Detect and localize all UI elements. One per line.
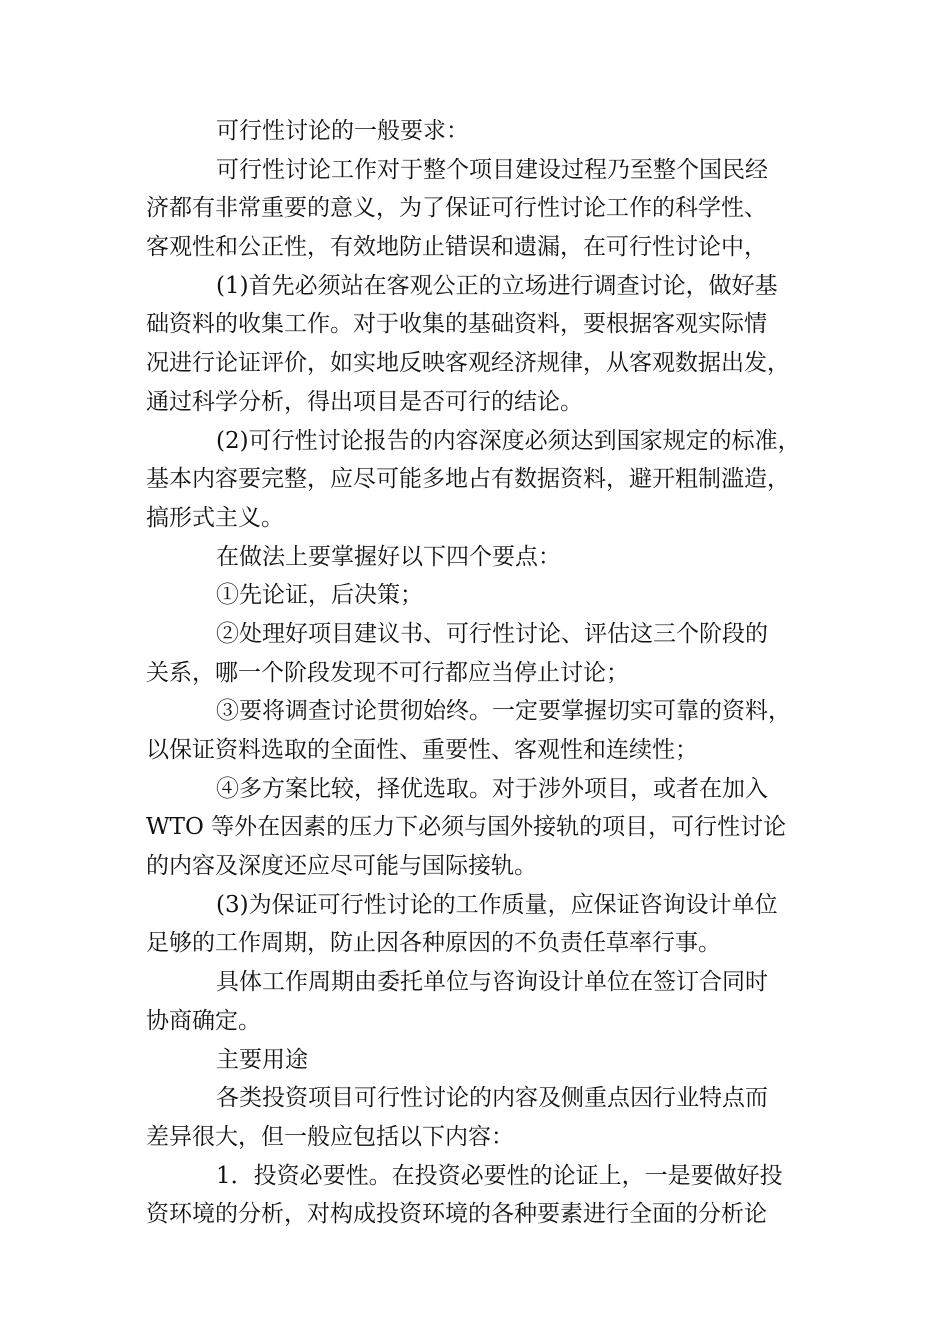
paragraph-line: 济都有非常重要的意义，为了保证可行性讨论工作的科学性、 <box>146 195 767 222</box>
paragraph-line: 以保证资料选取的全面性、重要性、客观性和连续性； <box>146 737 698 763</box>
paragraph-first-line: ③要将调查讨论贯彻始终。一定要掌握切实可靠的资料， <box>216 698 791 725</box>
paragraph-first-line: (3)为保证可行性讨论的工作质量，应保证咨询设计单位 <box>216 891 778 918</box>
document-body <box>146 112 806 1234</box>
paragraph-first-line: 主要用途 <box>216 1046 308 1073</box>
paragraph-first-line: 可行性讨论工作对于整个项目建设过程乃至整个国民经 <box>216 156 768 183</box>
paragraph-line: 资环境的分析，对构成投资环境的各种要素进行全面的分析论 <box>146 1201 767 1228</box>
paragraph-line: 基本内容要完整，应尽可能多地占有数据资料，避开粗制滥造， <box>146 466 790 493</box>
paragraph-first-line: 可行性讨论的一般要求： <box>216 118 469 144</box>
paragraph-line: 差异很大，但一般应包括以下内容： <box>146 1123 514 1150</box>
paragraph-first-line: 在做法上要掌握好以下四个要点： <box>216 543 561 570</box>
paragraph-line: 足够的工作周期，防止因各种原因的不负责任草率行事。 <box>146 930 721 957</box>
paragraph-line: 协商确定。 <box>146 1007 261 1034</box>
paragraph-line: 况进行论证评价，如实地反映客观经济规律，从客观数据出发， <box>146 350 790 377</box>
paragraph-line: 的内容及深度还应尽可能与国际接轨。 <box>146 853 537 880</box>
paragraph-line: 搞形式主义。 <box>146 504 284 531</box>
paragraph-line: 关系，哪一个阶段发现不可行都应当停止讨论； <box>146 659 629 686</box>
paragraph-first-line: 具体工作周期由委托单位与咨询设计单位在签订合同时 <box>216 969 768 996</box>
paragraph-line: 客观性和公正性，有效地防止错误和遗漏，在可行性讨论中， <box>146 234 767 261</box>
paragraph-first-line: ④多方案比较，择优选取。对于涉外项目，或者在加入 <box>216 775 768 802</box>
paragraph-line: WTO 等外在因素的压力下必须与国外接轨的项目，可行性讨论 <box>146 814 787 841</box>
paragraph-first-line: (1)首先必须站在客观公正的立场进行调查讨论，做好基 <box>216 272 778 299</box>
paragraph-first-line: ①先论证，后决策； <box>216 582 423 609</box>
paragraph-first-line: ②处理好项目建议书、可行性讨论、评估这三个阶段的 <box>216 620 768 647</box>
paragraph-line: 通过科学分析，得出项目是否可行的结论。 <box>146 388 583 415</box>
paragraph-first-line: 各类投资项目可行性讨论的内容及侧重点因行业特点而 <box>216 1085 768 1112</box>
paragraph-first-line: (2)可行性讨论报告的内容深度必须达到国家规定的标准， <box>216 427 801 454</box>
paragraph-line: 础资料的收集工作。对于收集的基础资料，要根据客观实际情 <box>146 311 767 338</box>
paragraph-first-line: 1．投资必要性。在投资必要性的论证上，一是要做好投 <box>216 1162 783 1189</box>
